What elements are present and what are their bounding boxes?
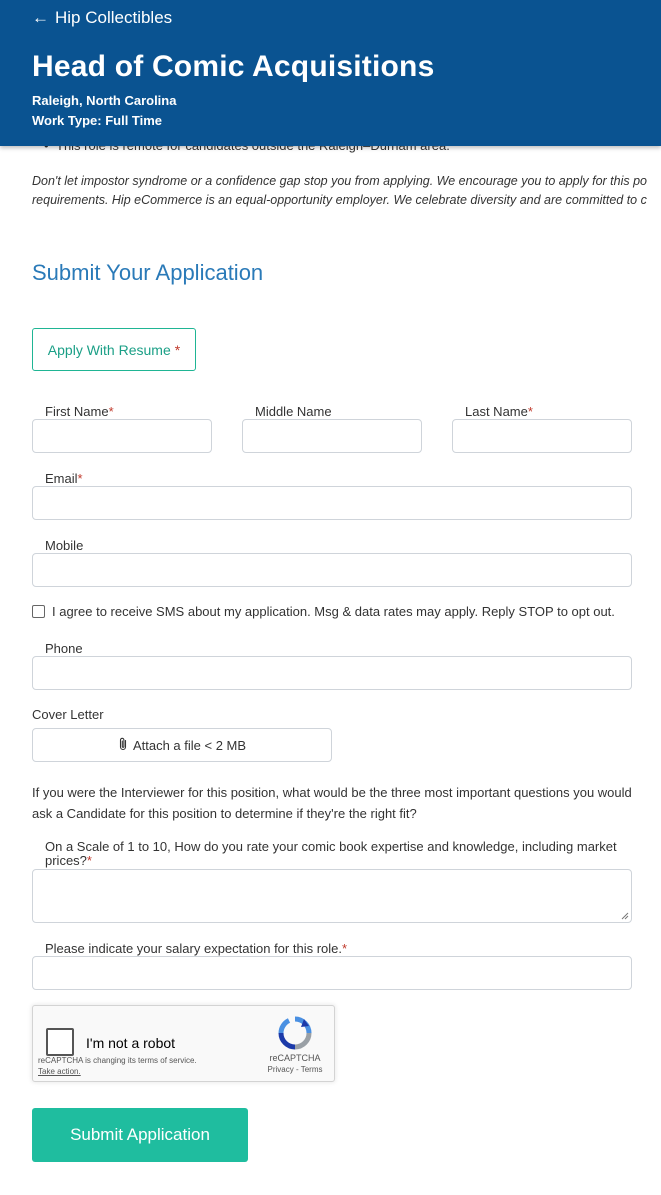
expertise-textarea[interactable] (32, 869, 632, 923)
phone-input[interactable] (32, 656, 632, 690)
submit-application-button[interactable]: Submit Application (32, 1108, 248, 1162)
salary-question-label (42, 941, 350, 956)
email-label (42, 471, 86, 486)
required-marker: * (77, 471, 83, 486)
section-title: Submit Your Application (32, 260, 264, 285)
resize-grip-icon[interactable] (621, 912, 629, 920)
recaptcha-brand: reCAPTCHA (269, 1053, 321, 1063)
recaptcha-notice: reCAPTCHA is changing its terms of service. (38, 1056, 197, 1065)
job-title: Head of Comic Acquisitions (32, 50, 435, 83)
recaptcha-label: I'm not a robot (86, 1035, 176, 1051)
expertise-question-label (42, 840, 632, 868)
attach-file-button[interactable] (32, 728, 332, 762)
back-link-label: Hip Collectibles (55, 8, 173, 27)
disclaimer-text (32, 172, 661, 210)
required-marker: * (108, 404, 114, 419)
salary-question-text: Please indicate your salary expectation for this role. (45, 941, 342, 956)
expertise-question-text: On a Scale of 1 to 10, How do you rate your comic book expertise and knowledge, including market prices? (45, 839, 617, 868)
email-label-text: Email (45, 471, 78, 486)
sms-consent-label: I agree to receive SMS about my application. Msg & data rates may apply. Reply STOP to opt out. (52, 604, 615, 619)
job-location: Raleigh, North Carolina (32, 93, 177, 108)
attach-file-label: Attach a file < 2 MB (132, 737, 247, 753)
middle-name-label: Middle Name (252, 404, 335, 419)
recaptcha-take-action-link[interactable]: Take action. (38, 1067, 81, 1076)
recaptcha-widget (32, 1005, 335, 1082)
first-name-input[interactable] (32, 419, 212, 453)
apply-with-resume-label: Apply With Resume (47, 341, 171, 358)
first-name-label-text: First Name (45, 404, 109, 419)
arrow-left-icon: ← (32, 8, 49, 27)
job-work-type: Work Type: Full Time (32, 113, 163, 128)
mobile-label: Mobile (42, 538, 86, 553)
last-name-label (462, 404, 536, 419)
first-name-label (42, 404, 117, 419)
required-marker: * (342, 941, 348, 956)
recaptcha-logo-icon (277, 1015, 313, 1051)
question-intro-text: If you were the Interviewer for this position, what would be the three most important questions you would ask a Candidate for this position to determine if they're the right fit? (32, 785, 632, 821)
disclaimer-line-1: Don't let impostor syndrome or a confidence gap stop you from applying. We encourage you to apply for this po (32, 174, 647, 188)
required-marker: * (527, 404, 533, 419)
paperclip-icon (118, 737, 128, 754)
disclaimer-line-2: requirements. Hip eCommerce is an equal-opportunity employer. We celebrate diversity and are committed to c (32, 193, 647, 207)
cover-letter-label: Cover Letter (32, 707, 104, 722)
job-header (0, 0, 661, 146)
mobile-input[interactable] (32, 553, 632, 587)
last-name-input[interactable] (452, 419, 632, 453)
back-link[interactable] (32, 8, 172, 28)
salary-input[interactable] (32, 956, 632, 990)
required-marker: * (86, 853, 92, 868)
recaptcha-checkbox[interactable] (46, 1028, 74, 1056)
middle-name-input[interactable] (242, 419, 422, 453)
apply-with-resume-button[interactable] (32, 328, 196, 371)
email-input[interactable] (32, 486, 632, 520)
last-name-label-text: Last Name (465, 404, 528, 419)
required-marker: * (174, 341, 181, 358)
sms-consent-row (32, 604, 615, 619)
recaptcha-terms-links[interactable]: Privacy - Terms (267, 1065, 323, 1074)
phone-label: Phone (42, 641, 86, 656)
sms-consent-checkbox[interactable] (32, 605, 45, 618)
